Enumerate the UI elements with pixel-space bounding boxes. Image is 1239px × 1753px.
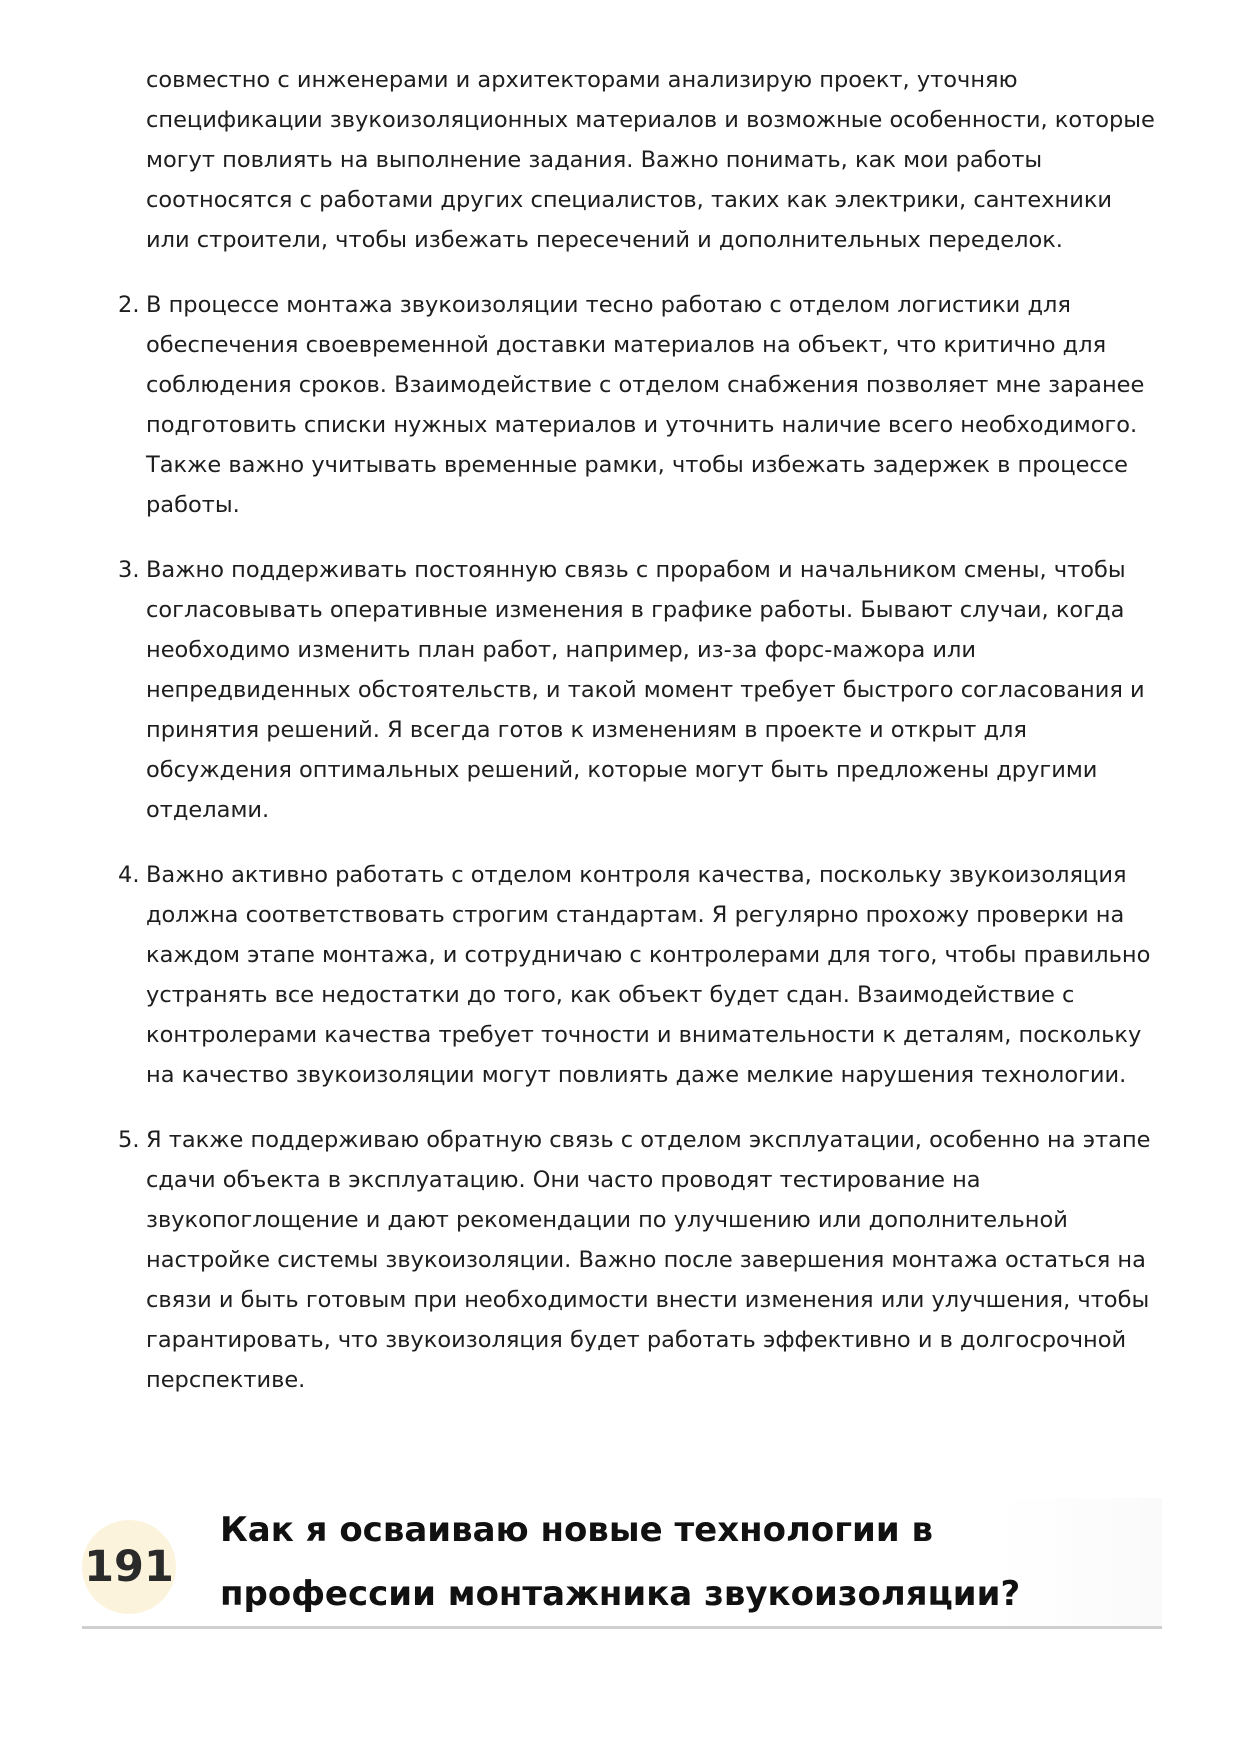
list-item-text: Важно активно работать с отделом контроля качества, поскольку звукоизоляция должна соответствовать строгим стандартам. Я регулярно прохожу проверки на каждом этапе монтажа, и сотрудничаю с контролерами для того, чтобы правильно устранять все недостатки до того, как объект будет сдан. Взаимодействие с контролерами качества требует точности и внимательности к деталям, поскольку на качество звукоизоляции могут повлиять даже мелкие нарушения технологии. — [146, 862, 1151, 1088]
list-item — [118, 550, 1162, 830]
section-title: Как я осваиваю новые технологии в профессии монтажника звукоизоляции? — [220, 1510, 1021, 1614]
section-header — [82, 1498, 1162, 1629]
section-number-badge: 191 — [82, 1520, 176, 1614]
list-item-number: 2. — [118, 292, 140, 318]
list-item — [118, 285, 1162, 525]
list-item-text: В процессе монтажа звукоизоляции тесно работаю с отделом логистики для обеспечения своевременной доставки материалов на объект, что критично для соблюдения сроков. Взаимодействие с отделом снабжения позволяет мне заранее подготовить списки нужных материалов и уточнить наличие всего необходимого. Также важно учитывать временные рамки, чтобы избежать задержек в процессе работы. — [146, 292, 1145, 518]
list-item-text: Важно поддерживать постоянную связь с прорабом и начальником смены, чтобы согласовывать оперативные изменения в графике работы. Бывают случаи, когда необходимо изменить план работ, например, из-за форс-мажора или непредвиденных обстоятельств, и такой момент требует быстрого согласования и принятия решений. Я всегда готов к изменениям в проекте и открыт для обсуждения оптимальных решений, которые могут быть предложены другими отделами. — [146, 557, 1145, 823]
list-item-text: Я также поддерживаю обратную связь с отделом эксплуатации, особенно на этапе сдачи объекта в эксплуатацию. Они часто проводят тестирование на звукопоглощение и дают рекомендации по улучшению или дополнительной настройке системы звукоизоляции. Важно после завершения монтажа остаться на связи и быть готовым при необходимости внести изменения или улучшения, чтобы гарантировать, что звукоизоляция будет работать эффективно и в долгосрочной перспективе. — [146, 1127, 1151, 1393]
list-item — [118, 1120, 1162, 1400]
document-body — [118, 60, 1162, 1425]
list-item — [118, 855, 1162, 1095]
list-item-number: 4. — [118, 862, 140, 888]
numbered-list — [118, 285, 1162, 1400]
list-item-number: 5. — [118, 1127, 140, 1153]
intro-paragraph: совместно с инженерами и архитекторами анализирую проект, уточняю спецификации звукоизоляционных материалов и возможные особенности, которые могут повлиять на выполнение задания. Важно понимать, как мои работы соотносятся с работами других специалистов, таких как электрики, сантехники или строители, чтобы избежать пересечений и дополнительных переделок. — [146, 67, 1155, 253]
list-item-number: 3. — [118, 557, 140, 583]
